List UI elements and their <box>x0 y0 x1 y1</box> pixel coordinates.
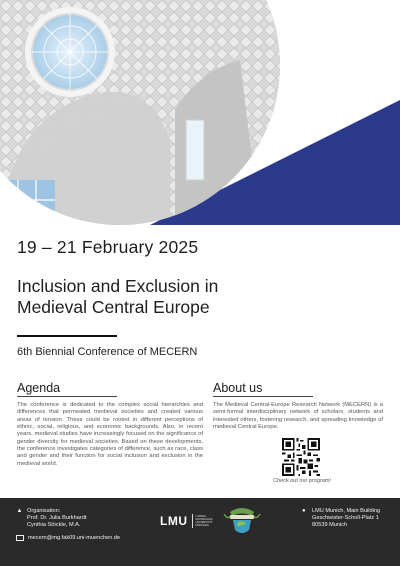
event-subtitle: 6th Biennial Conference of MECERN <box>17 346 198 358</box>
organisation-block <box>16 508 86 529</box>
address-line-2: Geschwister-Scholl-Platz 1 <box>312 515 379 521</box>
address-line-3: 80539 Munich <box>312 522 348 528</box>
footer <box>0 498 400 566</box>
qr-code-icon <box>282 438 320 476</box>
person-icon: ▲ <box>16 508 23 514</box>
about-text: The Medieval Central-Europe Research Network (MECERN) is a semi-formal interdisciplinary network of scholars, students and interested others, fostering research, and spreading knowledge of medieval Central Europe. <box>213 402 383 431</box>
mail-icon <box>16 535 24 541</box>
qr-code[interactable] <box>282 438 320 476</box>
event-title-line2: Medieval Central Europe <box>17 297 210 317</box>
organiser-name-1: Prof. Dr. Julia Burkhardt <box>27 515 87 521</box>
hero-image <box>0 0 400 225</box>
about-heading: About us <box>213 381 313 397</box>
agenda-section <box>17 381 203 468</box>
organiser-name-2: Cynthia Stöckle, M.A. <box>27 522 81 528</box>
location-pin-icon: ● <box>302 508 306 514</box>
lmu-logo <box>160 510 214 532</box>
agenda-heading: Agenda <box>17 381 117 397</box>
email-link[interactable] <box>16 535 120 541</box>
organisation-label: Organisation: <box>27 508 61 514</box>
address-block <box>302 508 380 529</box>
lmu-logo-mark: LMU <box>160 514 193 528</box>
dome-illustration <box>0 0 400 225</box>
email-address: mecern@mg.fak09.uni-muenchen.de <box>28 535 121 541</box>
address-line-1: LMU Munich, Main Building <box>312 508 381 514</box>
lmu-logo-text: LUDWIG- MAXIMILIANS- UNIVERSITÄT MÜNCHEN <box>195 515 214 527</box>
event-date: 19 – 21 February 2025 <box>17 237 199 257</box>
agenda-text: The conference is dedicated to the complex social hierarchies and differences that permeated medieval societies and created various areas of tension. These could be rooted in different perceptions of ethnic, social, religious, and economic backgrounds. Also, in recent years, medieval studies have increasingly focused on the significance of gender diversity for medieval societies. Based on these developments, the conference investigates categories of difference, such as race, class and gender and their function for social inclusion and exclusion in the medieval world. <box>17 402 203 467</box>
divider <box>17 335 117 337</box>
qr-caption: Check out our program! <box>273 478 331 484</box>
mecern-logo-icon <box>216 506 268 536</box>
about-section <box>213 381 383 431</box>
event-title <box>17 276 347 318</box>
event-title-line1: Inclusion and Exclusion in <box>17 276 219 296</box>
